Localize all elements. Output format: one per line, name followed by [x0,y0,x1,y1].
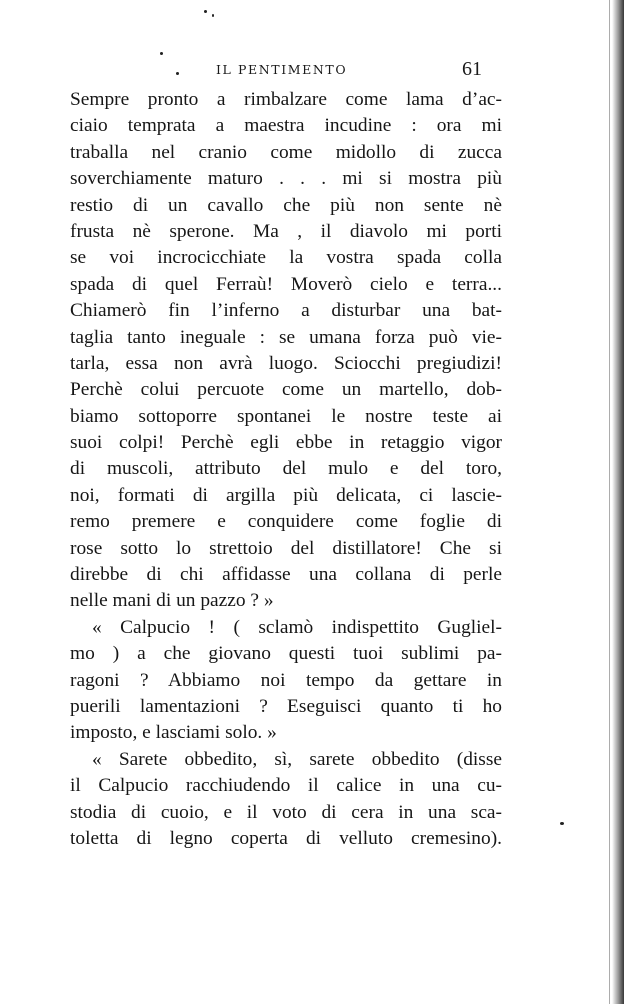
text-line: Chiamerò fin l’inferno a disturbar una bat- [70,300,502,322]
text-line: frusta nè sperone. Ma , il diavolo mi porti [70,220,502,242]
text-line: remo premere e conquidere come foglie di [70,511,502,533]
text-line: tarla, essa non avrà luogo. Sciocchi pregiudizi! [70,352,502,374]
body-text [70,87,502,852]
text-line: direbbe di chi affidasse una collana di perle [70,564,502,586]
text-line: ciaio temprata a maestra incudine : ora mi [70,115,502,137]
text-line: di muscoli, attributo del mulo e del toro, [70,458,502,480]
text-line: rose sotto lo strettoio del distillatore! Che si [70,537,502,559]
text-line: biamo sottoporre spontanei le nostre teste ai [70,405,502,427]
text-line: Perchè colui percuote come un martello, dob- [70,379,502,401]
page-header [0,58,624,84]
text-line: restio di un cavallo che più non sente nè [70,194,502,216]
text-line: stodia di cuoio, e il voto di cera in una sca- [70,801,502,823]
text-line: soverchiamente maturo . . . mi si mostra più [70,168,502,190]
page-number: 61 [462,58,482,80]
ink-speck [160,52,163,55]
text-line: suoi colpi! Perchè egli ebbe in retaggio vigor [70,432,502,454]
text-line: spada di quel Ferraù! Moverò cielo e terra... [70,273,502,295]
page-edge-shadow [612,0,624,1004]
text-line: taglia tanto ineguale : se umana forza può vie- [70,326,502,348]
page-edge-line [609,0,610,1004]
text-line: nelle mani di un pazzo ? » [70,590,274,612]
text-line: imposto, e lasciami solo. » [70,722,277,744]
text-line: traballa nel cranio come midollo di zucca [70,141,502,163]
ink-speck [560,822,564,825]
text-line: ragoni ? Abbiamo noi tempo da gettare in [70,669,502,691]
running-title: IL PENTIMENTO [216,62,348,77]
text-line: se voi incrocicchiate la vostra spada colla [70,247,502,269]
text-line: Sempre pronto a rimbalzare come lama d’ac- [70,89,502,110]
text-line: « Sarete obbedito, sì, sarete obbedito (disse [92,748,502,770]
text-line: mo ) a che giovano questi tuoi sublimi pa- [70,643,502,665]
text-line: toletta di legno coperta di velluto cremesino). [70,827,502,849]
text-line: il Calpucio racchiudendo il calice in una cu- [70,775,502,797]
text-line: puerili lamentazioni ? Eseguisci quanto ti ho [70,695,502,717]
text-line: noi, formati di argilla più delicata, ci lascie- [70,484,502,506]
text-line: « Calpucio ! ( sclamò indispettito Gugliel- [92,616,502,638]
ink-speck [212,14,214,17]
ink-speck [204,10,207,13]
